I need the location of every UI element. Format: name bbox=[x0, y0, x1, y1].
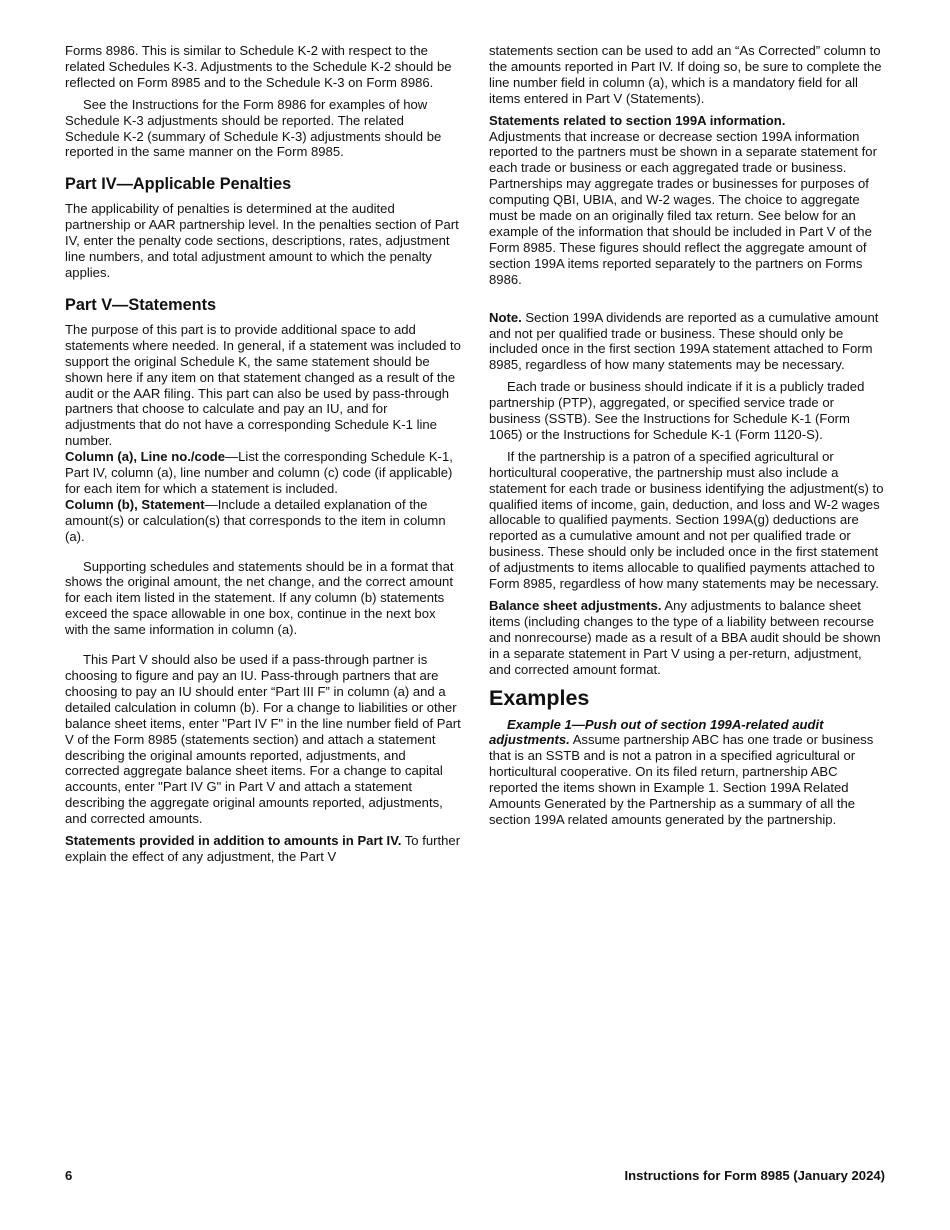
column-a-label: Column (a), Line no./code bbox=[65, 449, 226, 465]
note-text: Section 199A dividends are reported as a cumulative amount and not per qualified trade or business. These should only be included once in the first section 199A statement attached to Form 8985, regardless of how many statements may be necessary. bbox=[489, 309, 879, 373]
left-column bbox=[65, 43, 461, 865]
note-label: Note. bbox=[489, 309, 522, 325]
statements-part-iv-text: To further explain the effect of any adjustment, the Part V bbox=[65, 833, 461, 864]
paragraph-supporting-schedules: Supporting schedules and statements should be in a format that shows the original amount, the net change, and the correct amount for each item listed in the statement. If any column (b) statements exceed the space allowable in one box, continue in the next box with the same information in column (a). bbox=[65, 558, 454, 638]
paragraph-statements-continued: statements section can be used to add an “As Corrected” column to the amounts reported in Part IV. If doing so, be sure to complete the line number field in column (a), which is a mandatory field for all items entered in Part V (Statements). bbox=[489, 43, 882, 106]
statements-part-iv-label: Statements provided in addition to amounts in Part IV. bbox=[65, 833, 402, 849]
heading-part-v: Part V—Statements bbox=[65, 295, 217, 314]
paragraph-part-v-iu: This Part V should also be used if a pass-through partner is choosing to figure and pay an IU. Pass-through partners that are choosing to pay an IU should enter “Part III F” in column (a) and a detailed calculation in column (b). For a change to liabilities or other balance sheet items, enter "Part IV F" in the line number field of Part V of the Form 8985 (statements section) and attach a statement describing the original amounts reported, adjustments, and corrected aggregate balance sheet items. For a change to capital accounts, enter "Part IV G" in Part V and attach a statement describing the aggregate original amounts reported, adjustments, and corrected amounts. bbox=[65, 652, 461, 827]
column-a-text: —List the corresponding Schedule K-1, Part IV, column (a), line number and column (c) code (if applicable) for each item for which a statement is included. bbox=[65, 449, 453, 496]
paragraph-penalties: The applicability of penalties is determined at the audited partnership or AAR partnership level. In the penalties section of Part IV, enter the penalty code sections, descriptions, rates, adjustment line numbers, and total adjustment amount to which the penalty applies. bbox=[65, 201, 459, 280]
paragraph-see-instructions: See the Instructions for the Form 8986 for examples of how Schedule K-3 adjustments should be reported. The related Schedule K-2 (summary of Schedule K-3) adjustments should be reported in the same manner on the Form 8985. bbox=[65, 96, 442, 160]
footer-form-title: Instructions for Form 8985 (January 2024) bbox=[624, 1168, 885, 1183]
paragraph-cooperative: If the partnership is a patron of a specified agricultural or horticultural cooperative, the partnership must also include a statement for each trade or business identifying the adjustment(s) to qualified items of income, gain, deduction, and loss and W-2 wages allocable to qualified payments. Section 199A(g) deductions are reported as a cumulative amount and not per qualified trade or business. These should only be included once in the first statement of adjustments to items allocable to qualified payments attached to Form 8985, regardless of how many statements may be necessary. bbox=[489, 448, 884, 592]
section-199a-label: Statements related to section 199A information. bbox=[489, 112, 786, 128]
paragraph-forms-8986: Forms 8986. This is similar to Schedule K-2 with respect to the related Schedules K-3. Adjustments to the Schedule K-2 should be reflected on Form 8985 and to the Schedule K-3 on Form 8986. bbox=[65, 43, 452, 90]
balance-sheet-text: Any adjustments to balance sheet items (including changes to the type of a liability between recourse and nonrecourse) made as a result of a BBA audit should be shown in a separate statement in Part V using a per-return, adjustment, and corrected amount format. bbox=[489, 598, 881, 677]
column-b-text: —Include a detailed explanation of the amount(s) or calculation(s) that corresponds to the item in column (a). bbox=[65, 496, 446, 544]
paragraph-ptp: Each trade or business should indicate if it is a publicly traded partnership (PTP), aggregated, or specified service trade or business (SSTB). See the Instructions for Schedule K-1 (Form 1065) or the Instructions for Schedule K-1 (Form 1120-S). bbox=[489, 379, 865, 442]
column-b-label: Column (b), Statement bbox=[65, 496, 205, 512]
section-199a-text: Adjustments that increase or decrease section 199A information reported to the partners must be shown in a separate statement for each trade or business or each aggregated trade or business. Partnerships may aggregate trades or businesses for purposes of computing QBI, UBIA, and W-2 wages. The choice to aggregate must be made on an originally filed tax return. See below for an example of the information that should be included in Part V of the Form 8985. These figures should reflect the aggregate amount of section 199A items reported separately to the partners on Forms 8986. bbox=[489, 128, 877, 287]
paragraph-example-1 bbox=[489, 717, 885, 828]
paragraph-statements-part-iv bbox=[65, 833, 461, 865]
paragraph-section-199a bbox=[489, 113, 885, 288]
heading-part-iv: Part IV—Applicable Penalties bbox=[65, 175, 292, 194]
balance-sheet-label: Balance sheet adjustments. bbox=[489, 598, 662, 613]
paragraph-part-v-purpose: The purpose of this part is to provide additional space to add statements where needed. In general, if a statement was included to support the original Schedule K, the same statement should be shown here if any item on that statement changed as a result of the audit or the AAR filing. This part can also be used by pass-through partners that choose to calculate and pay an IU, and for adjustments that do not have a corresponding Schedule K-1 line number. bbox=[65, 321, 461, 449]
heading-examples: Examples bbox=[489, 685, 590, 710]
paragraph-note bbox=[489, 310, 885, 374]
paragraph-column-b bbox=[65, 497, 461, 545]
paragraph-balance-sheet bbox=[489, 598, 885, 678]
example-1-label: Example 1—Push out of section 199A-related audit adjustments. bbox=[489, 716, 824, 748]
paragraph-column-a bbox=[65, 449, 461, 497]
right-column bbox=[489, 43, 885, 828]
example-1-text: Assume partnership ABC has one trade or business that is an SSTB and is not a patron in a specified agricultural or horticultural cooperative. On its filed return, partnership ABC reported the items shown in Example 1. Section 199A Related Amounts Generated by the Partnership as a summary of all the section 199A related amounts generated by the partnership. bbox=[489, 732, 874, 827]
page-number: 6 bbox=[65, 1168, 73, 1183]
